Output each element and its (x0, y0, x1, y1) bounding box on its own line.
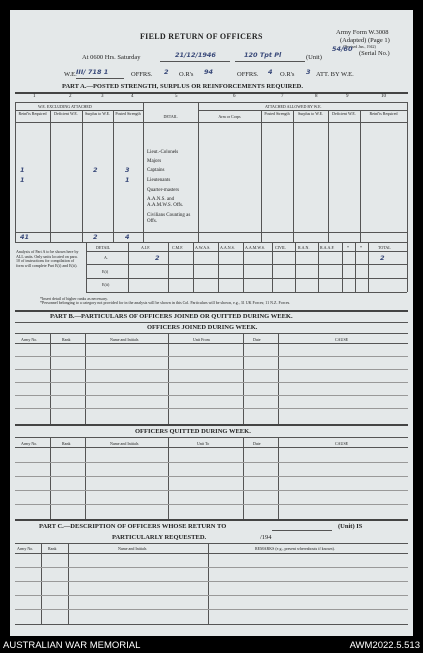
part-c-unit-line (272, 530, 332, 531)
part-b-rule (15, 322, 408, 323)
joined-hdr-unit-from: Unit From (193, 337, 210, 342)
column-number-row (15, 94, 408, 102)
hdr-arm-corps: Arm or Corps (218, 114, 241, 119)
an-row-ei: E(i) (102, 269, 109, 274)
form-revised: (Revised Jan., 1942) (343, 44, 376, 49)
col-num-9: 9 (346, 94, 349, 99)
an-hdr-aif: A.I.F. (141, 245, 151, 250)
an-hdr-star2: * (360, 245, 362, 250)
rank-civilians: Civilians Counting as Offs. (147, 213, 191, 224)
ors2-value: 3 (306, 68, 311, 76)
an-hdr-aamws: A.A.M.W.S. (245, 245, 265, 250)
joined-hdr-rank: Rank (62, 337, 71, 342)
col-num-5: 5 (175, 94, 178, 99)
part-b-top-rule (15, 310, 408, 312)
rank-quartermasters: Quarter-masters (147, 188, 180, 193)
hand-col1-captains: 1 (20, 166, 25, 174)
an-row-eii: E(ii) (102, 282, 110, 287)
an-hdr-raaf: R.A.A.F. (320, 245, 335, 250)
joined-hdr-name: Name and Initials (110, 337, 139, 342)
footer-credit: AUSTRALIAN WAR MEMORIAL (3, 640, 141, 651)
part-c-hdr-name: Name and Initials (118, 546, 147, 551)
part-c-year: /194 (260, 534, 272, 541)
col-num-1: 1 (33, 94, 36, 99)
hdr-posted: Posted Strength (115, 111, 141, 116)
offrs-label: OFFRS. (131, 71, 153, 78)
total-col3: 2 (93, 233, 98, 241)
we-excluding-label: W.E. EXCLUDING ATTACHED (38, 104, 92, 109)
joined-rule (15, 333, 408, 334)
hdr-deficient-we: Deficient W.E. (332, 111, 356, 116)
part-a-title: PART A.—POSTED STRENGTH, SURPLUS OR REINFORCEMENTS REQUIRED. (62, 83, 303, 90)
form-adapted: (Adapted) (Page 1) (340, 37, 390, 44)
ors2-label: O.R's (280, 71, 295, 78)
hand-col4-lieutenants: 1 (125, 176, 130, 184)
quitted-hdr-rank: Rank (62, 441, 71, 446)
an-hdr-star1: * (347, 245, 349, 250)
ors-label: O.R's (179, 71, 194, 78)
rank-captains: Captains (147, 168, 165, 173)
quitted-hdr-unit-to: Unit To (197, 441, 210, 446)
rank-lt-colonels: Lieut.-Colonels (147, 150, 179, 155)
we-label: W.E. (64, 71, 77, 78)
analysis-note: Analysis of Part A to be shown here by ALL units. Only units located on para. 10 of instructions for compilation of form will complete Part E(i) and E(ii). (16, 249, 79, 268)
at-label: At 0600 Hrs. Saturday (82, 54, 141, 61)
an-hdr-cmf: C.M.F. (172, 245, 184, 250)
att-label: ATT. BY W.E. (316, 71, 354, 78)
part-c-title: PART C.—DESCRIPTION OF OFFICERS WHOSE RETURN TO (39, 523, 227, 530)
joined-hdr-date: Date (253, 337, 261, 342)
offrs-value: 2 (164, 68, 169, 76)
col-num-8: 8 (315, 94, 318, 99)
form-title: FIELD RETURN OF OFFICERS (140, 32, 263, 41)
an-hdr-aans: A.A.N.S. (220, 245, 235, 250)
offrs2-label: OFFRS. (237, 71, 259, 78)
attached-label: ATTACHED ALLOWED BY W.E. (265, 104, 322, 109)
serial-label: (Serial No.) (359, 50, 390, 57)
part-c-hdr-remarks: REMARKS (e.g., present whereabouts if known). (255, 546, 335, 551)
footnote-1: *Insert detail of higher ranks as necessary. (40, 296, 108, 301)
joined-title: OFFICERS JOINED DURING WEEK. (147, 324, 258, 331)
col-num-3: 3 (101, 94, 104, 99)
serial-number: 54/60 (332, 45, 353, 53)
footer-accession: AWM2022.5.513 (349, 640, 420, 651)
hand-col4-captains: 3 (125, 166, 130, 174)
total-col4: 4 (125, 233, 130, 241)
unit-value: 120 Tpt Pl (244, 51, 282, 59)
col-num-6: 6 (233, 94, 236, 99)
part-b-title: PART B.—PARTICULARS OF OFFICERS JOINED OR QUITTED DURING WEEK. (50, 313, 293, 320)
footnote-2: *Personnel belonging to a category not provided for in the analysis will be shown in this Col. Particulars will be shown, e.g., 31 UK Forces; 11 N.Z. Forces. (40, 300, 291, 305)
col-num-7: 7 (281, 94, 284, 99)
part-c-requested: PARTICULARLY REQUESTED. (112, 534, 207, 541)
col-num-4: 4 (131, 94, 134, 99)
an-hdr-ran: R.A.N. (298, 245, 310, 250)
hand-col1-lieutenants: 1 (20, 176, 25, 184)
joined-hdr-cause: CAUSE (335, 337, 349, 342)
unit-label: (Unit) (306, 54, 322, 61)
quitted-hdr-army-no: Army No. (21, 441, 38, 446)
hdr-reinf-required-right: Reinf'ts Required (369, 111, 398, 116)
quitted-hdr-cause: CAUSE (335, 441, 349, 446)
total-col1: 41 (20, 233, 30, 241)
document-sheet (10, 10, 413, 636)
an-hdr-detail: DETAIL (96, 245, 111, 250)
part-c-hdr-rank: Rank (48, 546, 57, 551)
quitted-hdr-date: Date (253, 441, 261, 446)
an-total-value: 2 (380, 254, 385, 262)
quitted-hdr-name: Name and Initials (110, 441, 139, 446)
an-hdr-awas: A.W.A.S. (195, 245, 211, 250)
rank-aans: A.A.N.S. and A.A.M.W.S. Offs. (147, 197, 184, 208)
an-hdr-civil: CIVIL (275, 245, 286, 250)
hdr-detail: DETAIL (163, 114, 178, 119)
quitted-title: OFFICERS QUITTED DURING WEEK. (135, 428, 251, 435)
footer-bar (0, 638, 423, 653)
rank-lieutenants: Lieutenants (147, 178, 171, 183)
we-line (76, 78, 124, 79)
hdr-posted-strength: Posted Strength (264, 111, 290, 116)
quitted-rule (15, 437, 408, 438)
an-hdr-total: TOTAL (378, 245, 391, 250)
hdr-deficient: Deficient W.E. (54, 111, 78, 116)
unit-line (235, 61, 305, 62)
part-c-rule (15, 543, 408, 544)
col-number-line (15, 102, 408, 103)
date-line (160, 61, 230, 62)
col-num-2: 2 (69, 94, 72, 99)
hand-col3-captains: 2 (93, 166, 98, 174)
hdr-surplus: Surplus to W.E. (84, 111, 111, 116)
part-c-hdr-army-no: Army No. (17, 546, 34, 551)
form-number: Army Form W.3008 (336, 29, 389, 36)
hdr-reinf-required: Reinf'ts Required (18, 111, 47, 116)
an-aif-value: 2 (155, 254, 160, 262)
offrs2-value: 4 (268, 68, 273, 76)
rank-majors: Majors (147, 159, 162, 164)
hdr-surplus-we: Surplus to W.E. (297, 111, 324, 116)
an-row-a: A. (104, 255, 108, 260)
part-c-unit-is: (Unit) IS (338, 523, 363, 530)
we-value: III/ 718 1 (76, 68, 109, 76)
joined-hdr-army-no: Army No. (21, 337, 38, 342)
col-num-10: 10 (381, 94, 386, 99)
date-value: 21/12/1946 (175, 51, 216, 59)
ors-value: 94 (204, 68, 214, 76)
